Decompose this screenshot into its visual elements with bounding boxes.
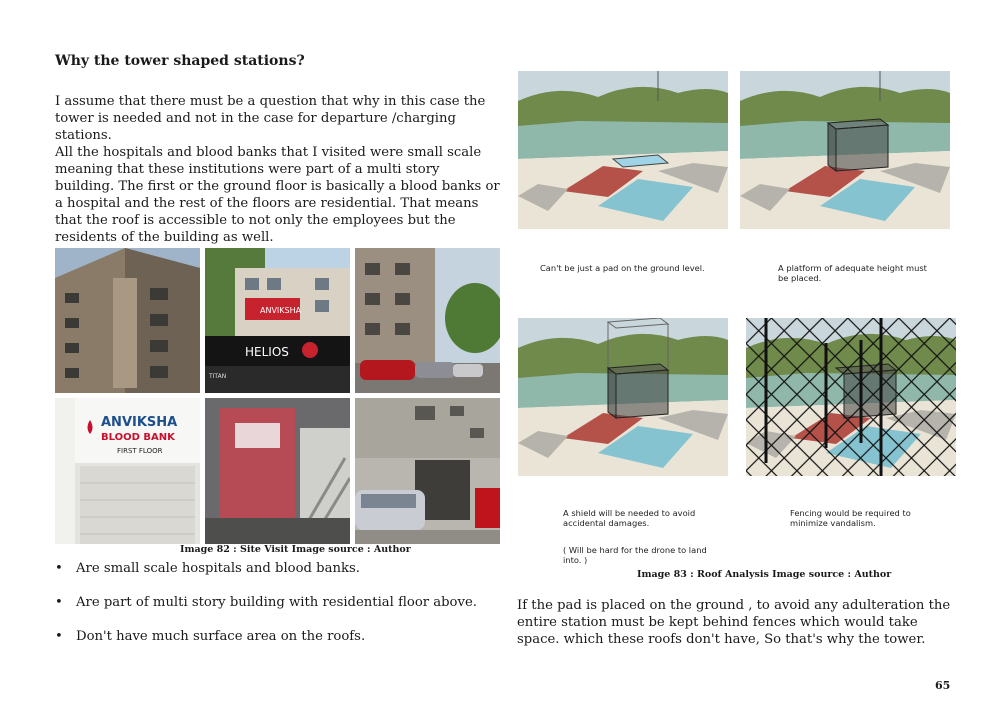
intro-paragraph: I assume that there must be a question that why in this case the tower is needed and not in the case for departure /charging stations.	[55, 94, 486, 143]
photo-street-cars	[355, 248, 500, 393]
blood-bank-name-text: ANVIKSHA	[101, 415, 178, 430]
photo-hospital-entrance	[205, 398, 350, 544]
render-note-shield: A shield will be needed to avoid accidental damages.	[563, 508, 696, 528]
render-note-ground: Can't be just a pad on the ground level.	[540, 263, 705, 273]
render-subnote-shield: ( Will be hard for the drone to land into. )	[563, 545, 707, 565]
bullet-dot: •	[55, 595, 63, 610]
roof-analysis-caption: Image 83 : Roof Analysis Image source : Author	[637, 569, 892, 580]
render-shield	[518, 318, 728, 476]
first-floor-text: FIRST FLOOR	[117, 447, 163, 455]
bullet-dot: •	[55, 561, 63, 576]
conclusion-paragraph: If the pad is placed on the ground , to avoid any adulteration the entire station must be kept behind fences which would take space. which these roofs don't have, So that's why the tower.	[517, 598, 951, 647]
blood-bank-label-text: BLOOD BANK	[101, 432, 175, 443]
photo-blood-bank-sign	[55, 398, 200, 544]
photo-hospital-frontage	[205, 248, 350, 393]
helios-sign-text: HELIOS	[245, 345, 289, 359]
page-heading: Why the tower shaped stations?	[55, 53, 305, 69]
observation-list	[55, 560, 495, 662]
site-visit-photo-grid	[55, 248, 500, 544]
bullet-text: Are small scale hospitals and blood banks.	[76, 561, 360, 576]
bullet-text: Don't have much surface area on the roofs.	[76, 629, 366, 644]
bullet-text: Are part of multi story building with residential floor above.	[76, 595, 477, 610]
anviksha-sign-text: ANVIKSHA	[260, 306, 302, 315]
site-visit-caption: Image 82 : Site Visit Image source : Author	[180, 544, 411, 555]
photo-parked-car	[355, 398, 500, 544]
render-platform-height	[740, 71, 950, 229]
list-item	[55, 594, 495, 611]
list-item	[55, 560, 495, 577]
context-paragraph: All the hospitals and blood banks that I visited were small scale meaning that these institutions were part of a multi story building. The first or the ground floor is basically a blood banks or a hospital and the rest of the floors are residential. That means that the roof is accessible to not only the employees but the residents of the building as well.	[55, 145, 500, 245]
render-note-fencing: Fencing would be required to minimize vandalism.	[790, 508, 911, 528]
list-item	[55, 628, 495, 645]
render-pad-on-ground	[518, 71, 728, 229]
render-fencing	[746, 318, 956, 476]
page-number: 65	[935, 679, 951, 692]
titan-sign-text: TITAN	[209, 373, 227, 380]
bullet-dot: •	[55, 629, 63, 644]
render-note-platform: A platform of adequate height must be placed.	[778, 263, 927, 283]
photo-building-facade	[55, 248, 200, 393]
